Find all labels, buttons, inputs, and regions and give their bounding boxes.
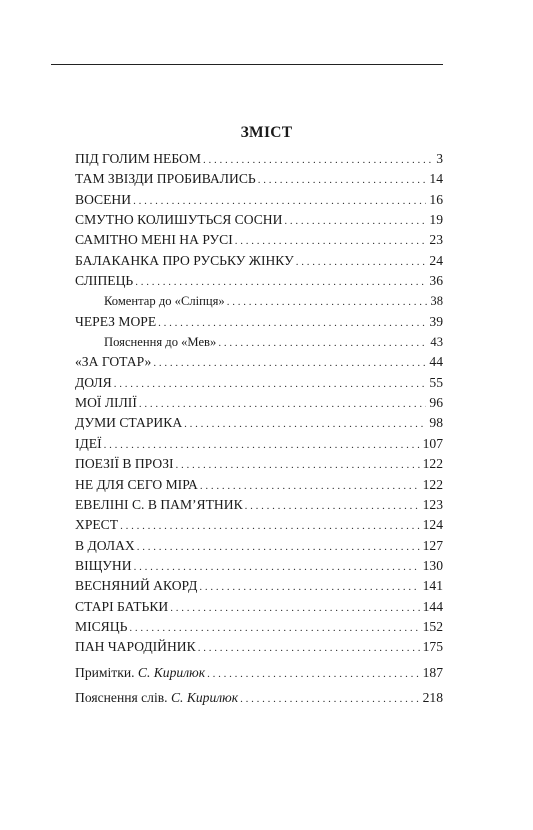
- toc-entry-page: 39: [429, 313, 443, 329]
- toc-entry-page: 123: [422, 496, 443, 512]
- toc-entry-title: САМІТНО МЕНІ НА РУСІ: [75, 232, 233, 248]
- dot-leader: [184, 414, 426, 433]
- dot-leader: [104, 435, 420, 454]
- toc-entry[interactable]: [75, 576, 443, 596]
- toc-entry-page: 175: [422, 639, 443, 655]
- toc-entry-title: ЕВЕЛІНІ С. В ПАМ’ЯТНИК: [75, 496, 243, 512]
- toc-entry[interactable]: [75, 271, 443, 291]
- toc-entry[interactable]: [75, 413, 443, 433]
- toc-entry-page: 55: [429, 374, 443, 390]
- dot-leader: [200, 476, 420, 495]
- toc-heading: ЗМІСТ: [240, 124, 293, 141]
- toc-entry-title: МІСЯЦЬ: [75, 618, 128, 634]
- dot-leader: [227, 292, 428, 311]
- toc-entry-page: 44: [429, 354, 443, 370]
- dot-leader: [198, 638, 420, 657]
- dot-leader: [176, 455, 420, 474]
- dot-leader: [137, 537, 420, 556]
- toc-entry[interactable]: [75, 169, 443, 189]
- toc-entry[interactable]: [75, 597, 443, 617]
- dot-leader: [203, 150, 433, 169]
- toc-entry-title: СМУТНО КОЛИШУТЬСЯ СОСНИ: [75, 212, 283, 228]
- toc-entry-page: 24: [429, 252, 443, 268]
- toc-entry-title: ДУМИ СТАРИКА: [75, 415, 183, 431]
- toc-entry-title: НЕ ДЛЯ СЕГО МІРА: [75, 476, 198, 492]
- toc-entry-title: ПАН ЧАРОДІЙНИК: [75, 639, 196, 655]
- toc-entry-title: В ДОЛАХ: [75, 537, 135, 553]
- toc-entry-page: 144: [422, 598, 443, 614]
- toc-entry[interactable]: [75, 617, 443, 637]
- dot-leader: [135, 272, 426, 291]
- toc-entry[interactable]: [75, 393, 443, 413]
- toc-entry-title: БАЛАКАНКА ПРО РУСЬКУ ЖІНКУ: [75, 252, 294, 268]
- toc-entry-page: 218: [422, 689, 443, 705]
- toc-entry-page: 38: [430, 294, 443, 309]
- toc-entry-title: ВІЩУНИ: [75, 557, 132, 573]
- dot-leader: [133, 191, 426, 210]
- toc-entry-label: Примітки.: [75, 664, 135, 680]
- toc-entry-page: 122: [422, 456, 443, 472]
- toc-entry[interactable]: [75, 637, 443, 657]
- toc-entry-glossary[interactable]: [75, 688, 443, 708]
- toc-entry[interactable]: [75, 149, 443, 169]
- dot-leader: [170, 598, 419, 617]
- toc-entry-label: Пояснення слів.: [75, 689, 168, 705]
- toc-entry-title: ХРЕСТ: [75, 517, 119, 533]
- toc-entry[interactable]: [75, 312, 443, 332]
- toc-entry-notes[interactable]: [75, 663, 443, 683]
- dot-leader: [158, 313, 426, 332]
- toc-entry[interactable]: [75, 515, 443, 535]
- toc-entry-author: С. Кирилюк: [170, 689, 239, 705]
- toc-entry-page: 3: [436, 151, 443, 166]
- dot-leader: [218, 333, 427, 352]
- dot-leader: [153, 353, 426, 372]
- toc-entry-title: Коментар до «Сліпця»: [104, 294, 225, 309]
- toc-entry-title: Пояснення до «Мев»: [104, 335, 217, 350]
- toc-entry-page: 43: [430, 335, 443, 350]
- toc-entry-title: СЛІПЕЦЬ: [75, 273, 134, 289]
- toc-entry-author: С. Кирилюк: [137, 664, 206, 680]
- dot-leader: [235, 231, 427, 250]
- toc-entry-page: 98: [429, 415, 443, 431]
- toc-entry-title: МОЇ ЛІЛІЇ: [75, 395, 137, 411]
- toc-entry-title: ВОСЕНИ: [75, 191, 132, 207]
- toc-entry[interactable]: [75, 556, 443, 576]
- toc-entry-title: [75, 663, 207, 683]
- dot-leader: [199, 577, 419, 596]
- toc-entry-page: 127: [422, 537, 443, 553]
- toc-entry-title: ЧЕРЕЗ МОРЕ: [75, 313, 157, 329]
- toc-entry-page: 107: [422, 435, 443, 451]
- top-rule: [51, 64, 443, 65]
- toc-entry-page: 141: [422, 578, 443, 594]
- toc-entry-page: 122: [422, 476, 443, 492]
- dot-leader: [129, 618, 419, 637]
- toc-entry-page: 36: [429, 273, 443, 289]
- toc-entry-page: 96: [429, 395, 443, 411]
- toc-entry[interactable]: [75, 454, 443, 474]
- toc-entry[interactable]: [75, 352, 443, 372]
- dot-leader: [245, 496, 420, 515]
- toc-entry[interactable]: [75, 434, 443, 454]
- dot-leader: [207, 664, 420, 683]
- dot-leader: [114, 374, 427, 393]
- dot-leader: [284, 211, 426, 230]
- toc-entry-title: ПІД ГОЛИМ НЕБОМ: [75, 151, 201, 166]
- toc-entry[interactable]: [75, 536, 443, 556]
- table-of-contents: [75, 149, 443, 708]
- toc-entry[interactable]: [75, 495, 443, 515]
- toc-entry[interactable]: [75, 210, 443, 230]
- toc-entry-title: ДОЛЯ: [75, 374, 112, 390]
- toc-entry-page: 23: [429, 232, 443, 248]
- dot-leader: [134, 557, 420, 576]
- dot-leader: [120, 516, 420, 535]
- dot-leader: [240, 689, 419, 708]
- toc-subentry[interactable]: [75, 291, 443, 311]
- toc-entry-page: 19: [429, 212, 443, 228]
- toc-subentry[interactable]: [75, 332, 443, 352]
- toc-entry-title: ТАМ ЗВІЗДИ ПРОБИВАЛИСЬ: [75, 171, 256, 187]
- toc-entry-title: [75, 688, 240, 708]
- toc-entry-page: 14: [429, 171, 443, 187]
- toc-entry-title: СТАРІ БАТЬКИ: [75, 598, 169, 614]
- toc-entry-title: ВЕСНЯНИЙ АКОРД: [75, 578, 198, 594]
- toc-entry[interactable]: [75, 190, 443, 210]
- toc-entry-title: ІДЕЇ: [75, 435, 102, 451]
- toc-entry-page: 187: [422, 664, 443, 680]
- toc-entry[interactable]: [75, 475, 443, 495]
- toc-entry-page: 16: [429, 191, 443, 207]
- toc-entry[interactable]: [75, 230, 443, 250]
- toc-entry-page: 124: [422, 517, 443, 533]
- dot-leader: [258, 170, 427, 189]
- dot-leader: [139, 394, 427, 413]
- toc-entry[interactable]: [75, 373, 443, 393]
- toc-entry-title: ПОЕЗІЇ В ПРОЗІ: [75, 456, 174, 472]
- toc-entry-title: «ЗА ГОТАР»: [75, 354, 152, 370]
- dot-leader: [296, 252, 427, 271]
- toc-entry[interactable]: [75, 251, 443, 271]
- toc-entry-page: 152: [422, 618, 443, 634]
- toc-entry-page: 130: [422, 557, 443, 573]
